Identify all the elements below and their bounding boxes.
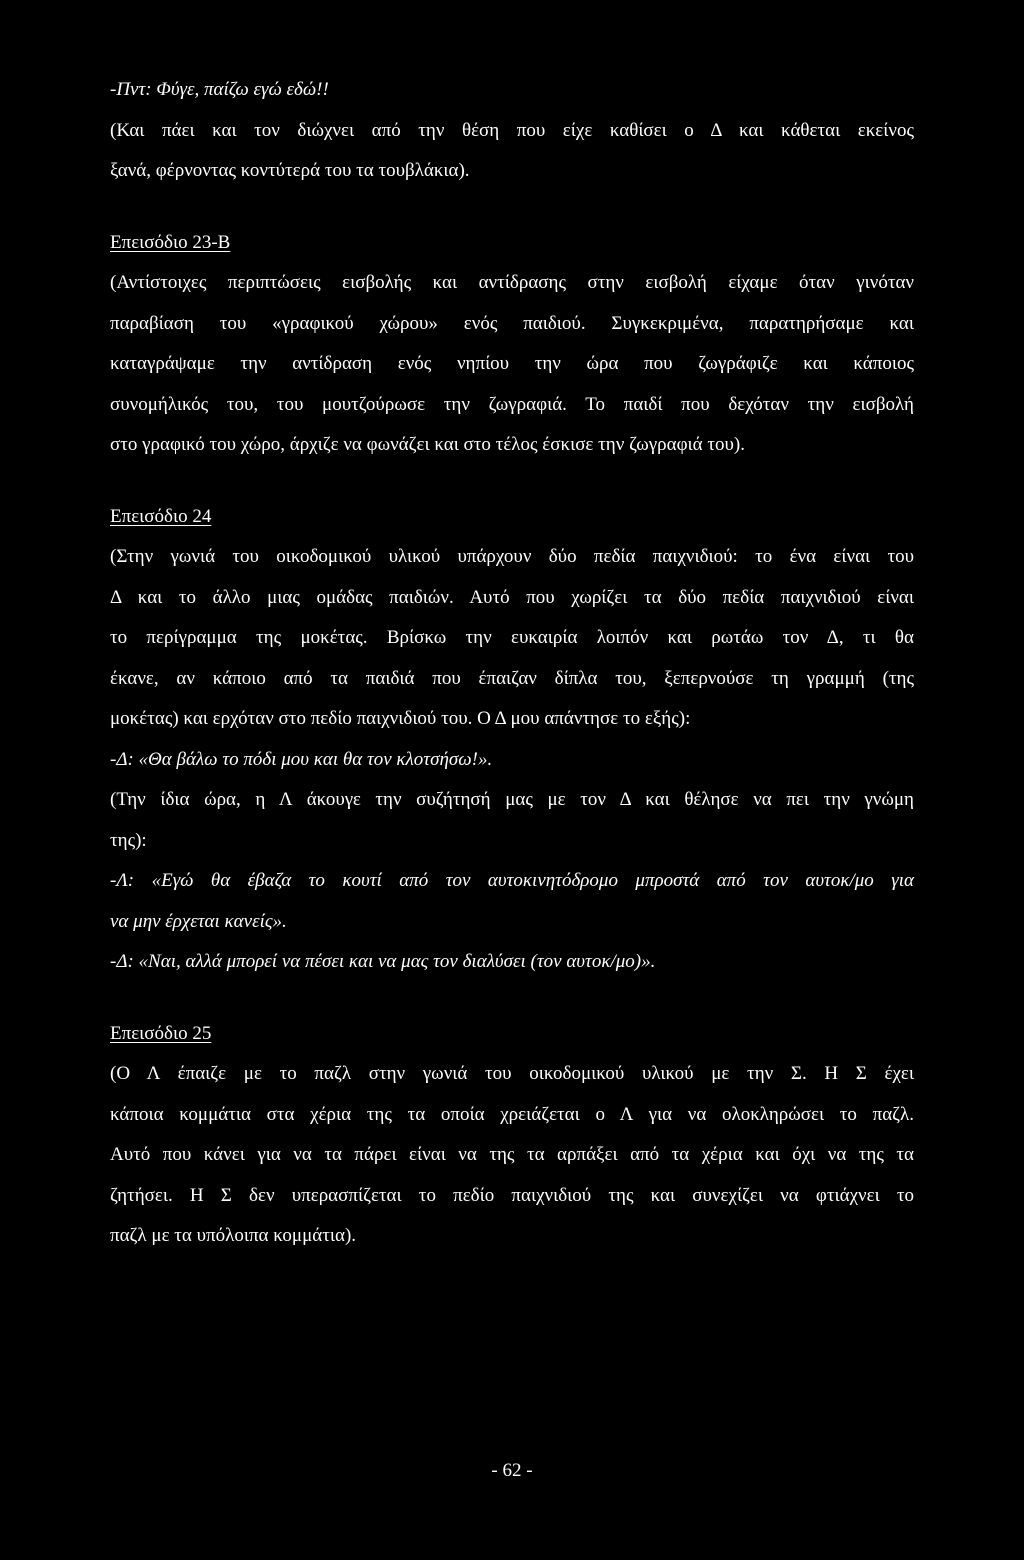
paragraph-line: (Αντίστοιχες περιπτώσεις εισβολής και αντίδρασης στην εισβολή είχαμε όταν γινόταν [110,272,914,293]
paragraph-line: Δ και το άλλο μιας ομάδας παιδιών. Αυτό που χωρίζει τα δύο πεδία παιχνιδιού είναι [110,586,914,608]
episode-heading: Επεισόδιο 25 [110,1022,212,1044]
episode-23b [110,223,914,466]
paragraph-line: παραβίαση του «γραφικού χώρου» ενός παιδιού. Συγκεκριμένα, παρατηρήσαμε και [110,312,914,334]
dialogue-line: -Δ: «Ναι, αλλά μπορεί να πέσει και να μας τον διαλύσει (τον αυτοκ/μο)». [110,951,656,972]
paragraph-line: κάποια κομμάτια στα χέρια της τα οποία χρειάζεται ο Λ για να ολοκληρώσει το παζλ. [110,1103,914,1125]
paragraph-line: της): [110,829,147,851]
paragraph-line: Αυτό που κάνει για να τα πάρει είναι να της τα αρπάξει από τα χέρια και όχι να της τα [110,1144,914,1165]
paragraph-line: συνομήλικός του, του μουτζούρωσε την ζωγραφιά. Το παιδί που δεχόταν την εισβολή [110,393,914,415]
dialogue-line: -Πντ: Φύγε, παίζω εγώ εδώ!! [110,79,329,100]
paragraph-line: (Και πάει και τον διώχνει από την θέση που είχε καθίσει ο Δ και κάθεται εκείνος [110,119,914,141]
paragraph-line: ξανά, φέρνοντας κοντύτερά του τα τουβλάκια). [110,160,470,181]
paragraph-line: (Στην γωνιά του οικοδομικού υλικού υπάρχουν δύο πεδία παιχνιδιού: το ένα είναι του [110,546,914,567]
paragraph-line: στο γραφικό του χώρο, άρχιζε να φωνάζει και στο τέλος έσκισε την ζωγραφιά του). [110,434,745,455]
paragraph-line: το περίγραμμα της μοκέτας. Βρίσκω την ευκαιρία λοιπόν και ρωτάω τον Δ, τι θα [110,627,914,648]
dialogue-line: -Δ: «Θα βάλω το πόδι μου και θα τον κλοτσήσω!». [110,748,493,770]
episode-heading: Επεισόδιο 23-Β [110,231,231,253]
paragraph-line: έκανε, αν κάποιο από τα παιδιά που έπαιζαν δίπλα του, ξεπερνούσε τη γραμμή (της [110,667,914,689]
dialogue-line: να μην έρχεται κανείς». [110,910,287,932]
episode-24 [110,497,914,983]
paragraph-line: παζλ με τα υπόλοιπα κομμάτια). [110,1225,357,1246]
document-page [110,70,914,1257]
episode-heading: Επεισόδιο 24 [110,505,212,527]
paragraph-line: (Την ίδια ώρα, η Λ άκουγε την συζήτησή μας με τον Δ και θέλησε να πει την γνώμη [110,789,914,810]
paragraph-line: ζητήσει. Η Σ δεν υπερασπίζεται το πεδίο παιχνιδιού της και συνεχίζει να φτιάχνει το [110,1184,914,1206]
paragraph-line: μοκέτας) και ερχόταν στο πεδίο παιχνιδιού του. Ο Δ μου απάντησε το εξής): [110,708,691,729]
paragraph-line: καταγράψαμε την αντίδραση ενός νηπίου την ώρα που ζωγράφιζε και κάποιος [110,353,914,374]
episode-25 [110,1014,914,1257]
intro-block [110,70,914,192]
paragraph-line: (Ο Λ έπαιζε με το παζλ στην γωνιά του οικοδομικού υλικού με την Σ. Η Σ έχει [110,1063,914,1084]
dialogue-line: -Λ: «Εγώ θα έβαζα το κουτί από τον αυτοκινητόδρομο μπροστά από τον αυτοκ/μο για [110,870,914,891]
page-number: - 62 - [491,1460,533,1481]
